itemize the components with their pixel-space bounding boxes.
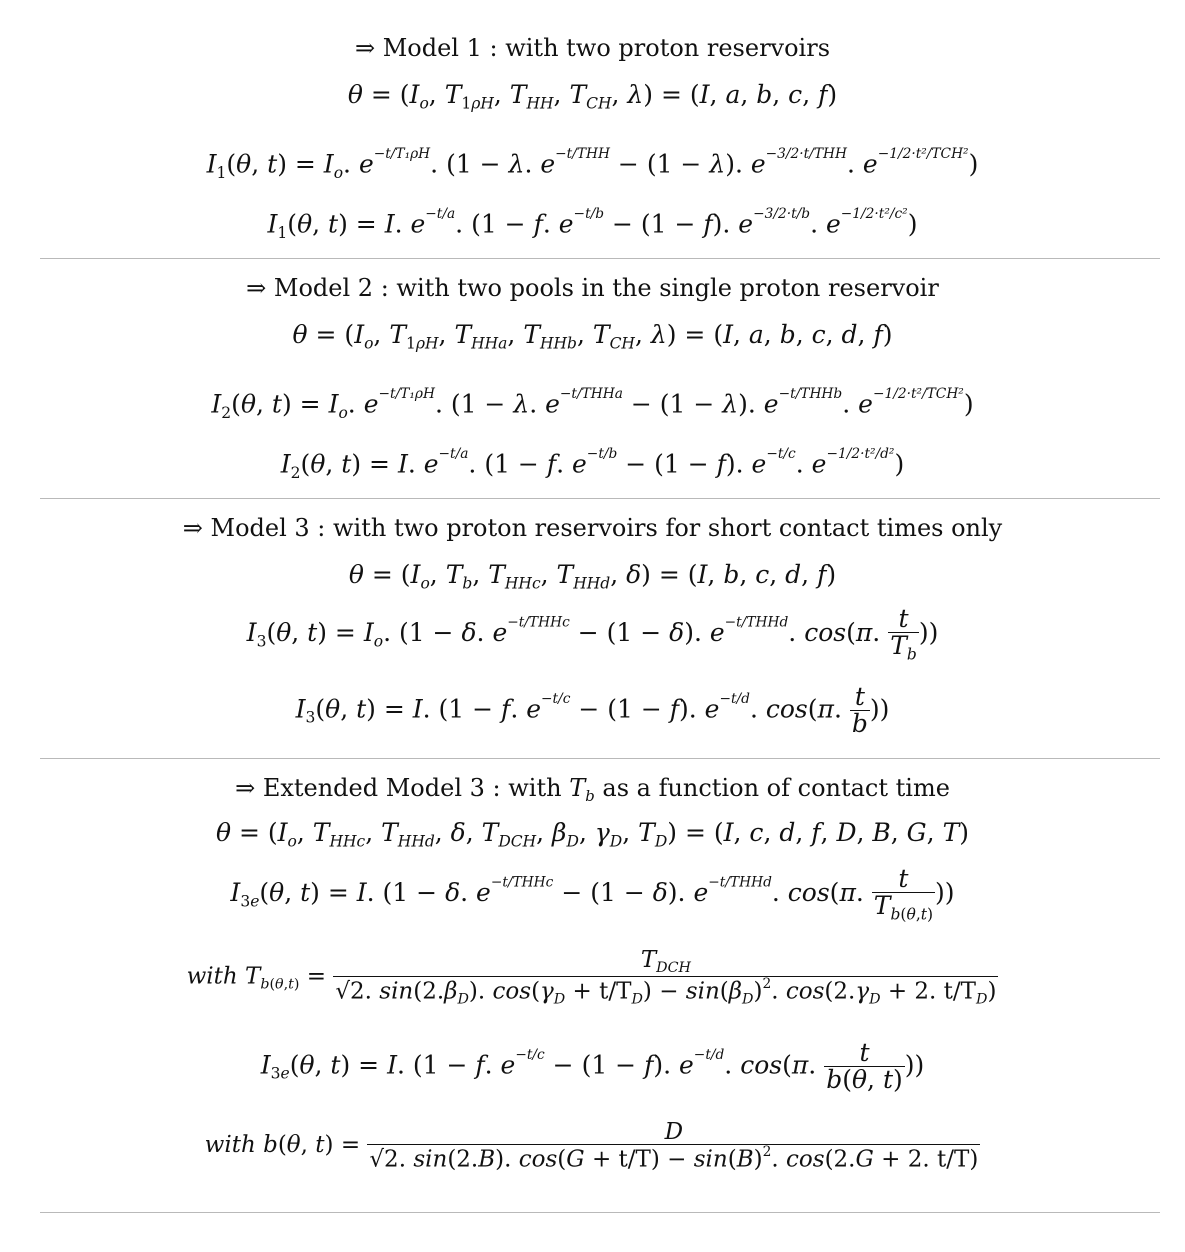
model1-equation-1: $I_1(\theta$, $t) = I_o$. $e^{-t/T_1\rho H}$. (1 − λ. $e^{-t/THH} - (1 - \lambda)$. $e^{-3/2\cdot t/THH}$. $e^{-1/2\cdot t^2/TCH^2}$) bbox=[206, 146, 979, 182]
separator bbox=[40, 1212, 1160, 1213]
separator bbox=[40, 498, 1160, 499]
model3-equation-1: $I_3(\theta$, $t) = I_o$. (1 − δ. $e^{-t/THHc} - (1 - \delta)$. $e^{-t/THHd}$. cos(π. $\frac{t}{T_b}$ )) bbox=[246, 604, 939, 664]
model1-title: ⇒ Model 1 : with two proton reservoirs bbox=[354, 34, 831, 62]
extended-model3-theta: $\theta = (I_o$, $T_{HHc}$, $T_{HHd}$, δ, $T_{DCH}$, $\beta_D$, $\gamma_D$, $T_D) = (I$, c, d, f, D, B, G, T) bbox=[215, 818, 970, 851]
model1-equation-2: $I_1(\theta$, t) = I. $e^{-t/a}$. (1 − f. $e^{-t/b} - (1 - f)$. $e^{-3/2\cdot t/b}$. $e^{-1/2\cdot t^2/c^2}$) bbox=[267, 206, 918, 242]
model3-theta: $\theta = (I_o$, $T_b$, $T_{HHc}$, $T_{HHd}$, δ) = (I, b, c, d, f) bbox=[348, 560, 837, 593]
extended-model3-b-definition: with b(θ, t) = $\frac{D}{√2. \sin(2.B). \cos(G + t/T) - \sin(B)^2. \cos(2.G + 2. t/T)}$ bbox=[204, 1119, 979, 1173]
model3-title: ⇒ Model 3 : with two proton reservoirs for short contact times only bbox=[182, 514, 1003, 542]
extended-model3-equation-1: $I_{3e}(\theta$, t) = I. (1 − δ. $e^{-t/THHc} - (1 - \delta)$. $e^{-t/THHd}$. cos(π. $\frac{t}{T_{b(\theta,t)}}$ )) bbox=[230, 864, 955, 924]
extended-model3-tb-definition: with $T_{b(\theta,t)}$ = $T_{DCH}$ √2. $\sin(2.\beta_D)$. $\cos(\gamma_D + t/T_D) - \sin(\beta_D)^2$. $\cos(2.\gamma_D + 2$. $t/T_D$) bbox=[186, 947, 997, 1008]
separator bbox=[40, 258, 1160, 259]
extended-model3-title: ⇒ Extended Model 3 : with $T_b$ as a function of contact time bbox=[235, 774, 950, 806]
model2-title: ⇒ Model 2 : with two pools in the single proton reservoir bbox=[246, 274, 939, 302]
separator bbox=[40, 758, 1160, 759]
model1-theta: $\theta = (I_o$, $T_{1\rho H}$, $T_{HH}$, $T_{CH}$, λ) = (I, a, b, c, f) bbox=[347, 80, 838, 113]
extended-model3-equation-2: $I_{3e}(\theta$, t) = I. (1 − f. $e^{-t/c} - (1 - f)$. $e^{-t/d}$. cos(π. $\frac{t}{b(\theta, t)}$ )) bbox=[260, 1038, 925, 1095]
model2-equation-1: $I_2(\theta$, $t) = I_o$. $e^{-t/T_1\rho H}$. (1 − λ. $e^{-t/THHa} - (1 - \lambda)$. $e^{-t/THHb}$. $e^{-1/2\cdot t^2/TCH^2}$) bbox=[211, 386, 974, 422]
model2-equation-2: $I_2(\theta$, t) = I. $e^{-t/a}$. (1 − f. $e^{-t/b} - (1 - f)$. $e^{-t/c}$. $e^{-1/2\cdot t^2/d^2}$) bbox=[280, 446, 905, 482]
model3-equation-2: $I_3(\theta$, t) = I. (1 − f. $e^{-t/c} - (1 - f)$. $e^{-t/d}$. cos(π. $\frac{t}{b}$ )) bbox=[295, 682, 890, 739]
model2-theta: $\theta = (I_o$, $T_{1\rho H}$, $T_{HHa}$, $T_{HHb}$, $T_{CH}$, λ) = (I, a, b, c, d, f) bbox=[292, 320, 893, 353]
